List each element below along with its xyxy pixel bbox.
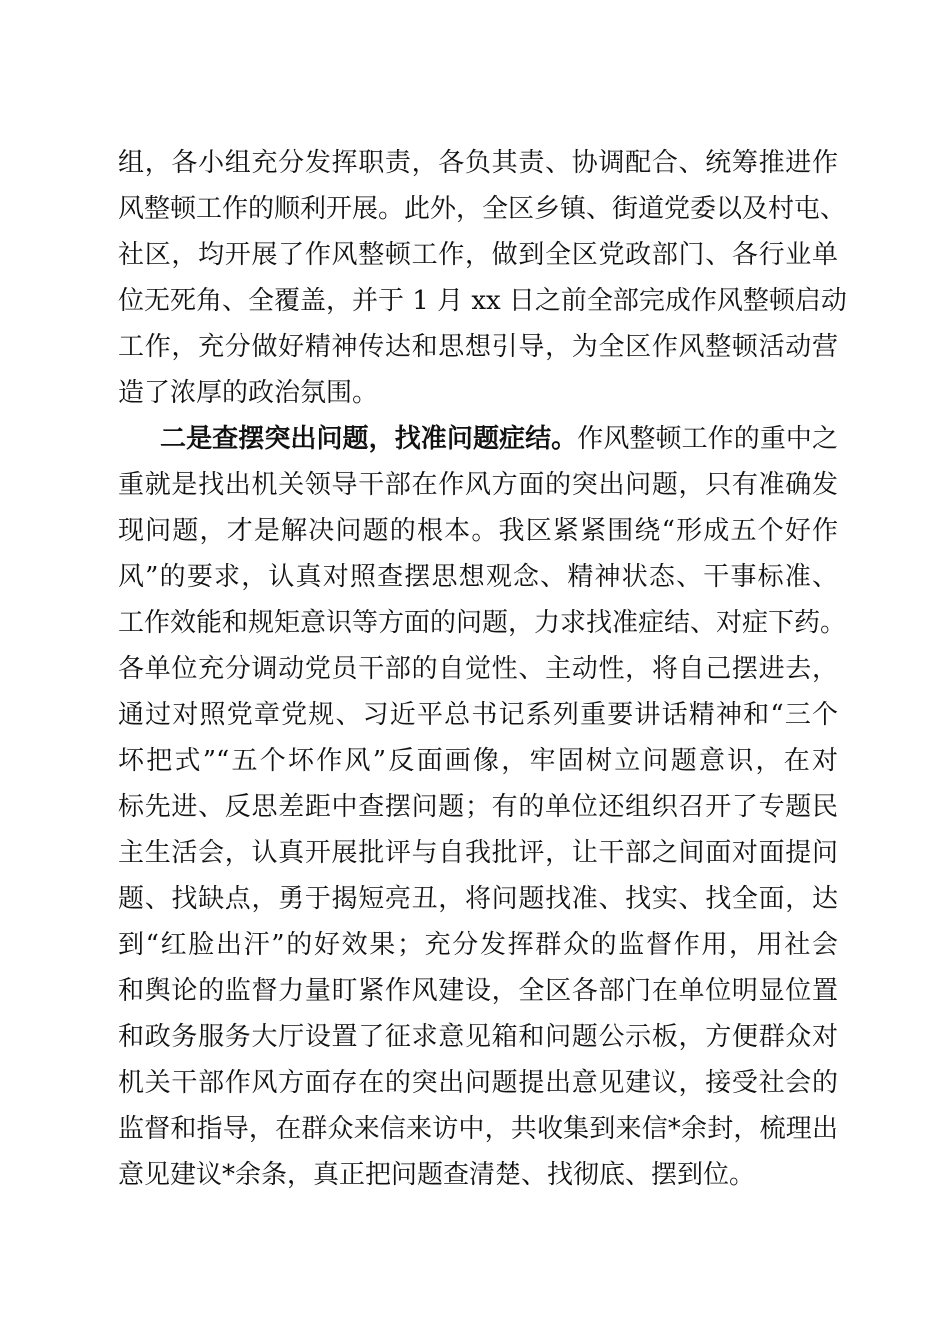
paragraph-line: 和政务服务大厅设置了征求意见箱和问题公示板，方便群众对 [118,1022,838,1052]
paragraph-line: 坏把式”“五个坏作风”反面画像，牢固树立问题意识，在对 [118,746,838,776]
paragraph-text: 作风整顿工作的重中之 [577,424,838,454]
paragraph-heading: 二是查摆突出问题，找准问题症结。 [160,424,578,454]
paragraph-line: 风整顿工作的顺利开展。此外，全区乡镇、街道党委以及村屯、 [118,194,847,224]
paragraph-line: 重就是找出机关领导干部在作风方面的突出问题，只有准确发 [118,470,838,500]
paragraph-line: 工作效能和规矩意识等方面的问题，力求找准症结、对症下药。 [118,608,847,638]
paragraph-line: 题、找缺点，勇于揭短亮丑，将问题找准、找实、找全面，达 [118,884,838,914]
paragraph-line: 现问题，才是解决问题的根本。我区紧紧围绕“形成五个好作 [118,516,838,546]
paragraph-line: 组，各小组充分发挥职责，各负其责、协调配合、统筹推进作 [118,148,838,178]
paragraph-line: 主生活会，认真开展批评与自我批评，让干部之间面对面提问 [118,838,838,868]
paragraph-line: 风”的要求，认真对照查摆思想观念、精神状态、干事标准、 [118,562,838,592]
paragraph-1 [118,140,847,416]
paragraph-line: 和舆论的监督力量盯紧作风建设，全区各部门在单位明显位置 [118,976,838,1006]
paragraph-line: 意见建议*余条，真正把问题查清楚、找彻底、摆到位。 [118,1160,756,1190]
paragraph-line: 各单位充分调动党员干部的自觉性、主动性，将自己摆进去， [118,654,838,684]
paragraph-line: 社区，均开展了作风整顿工作，做到全区党政部门、各行业单 [118,240,838,270]
paragraph-line: 位无死角、全覆盖，并于 1 月 xx 日之前全部完成作风整顿启动 [118,286,847,316]
document-body [118,140,847,1198]
paragraph-line: 造了浓厚的政治氛围。 [118,378,379,408]
paragraph-line: 监督和指导，在群众来信来访中，共收集到来信*余封，梳理出 [118,1114,838,1144]
paragraph-line: 到“红脸出汗”的好效果；充分发挥群众的监督作用，用社会 [118,930,838,960]
paragraph-first-line [118,416,838,462]
paragraph-2 [118,416,847,1198]
paragraph-line: 标先进、反思差距中查摆问题；有的单位还组织召开了专题民 [118,792,838,822]
paragraph-line: 通过对照党章党规、习近平总书记系列重要讲话精神和“三个 [118,700,838,730]
paragraph-line: 工作，充分做好精神传达和思想引导，为全区作风整顿活动营 [118,332,838,362]
paragraph-line: 机关干部作风方面存在的突出问题提出意见建议，接受社会的 [118,1068,838,1098]
